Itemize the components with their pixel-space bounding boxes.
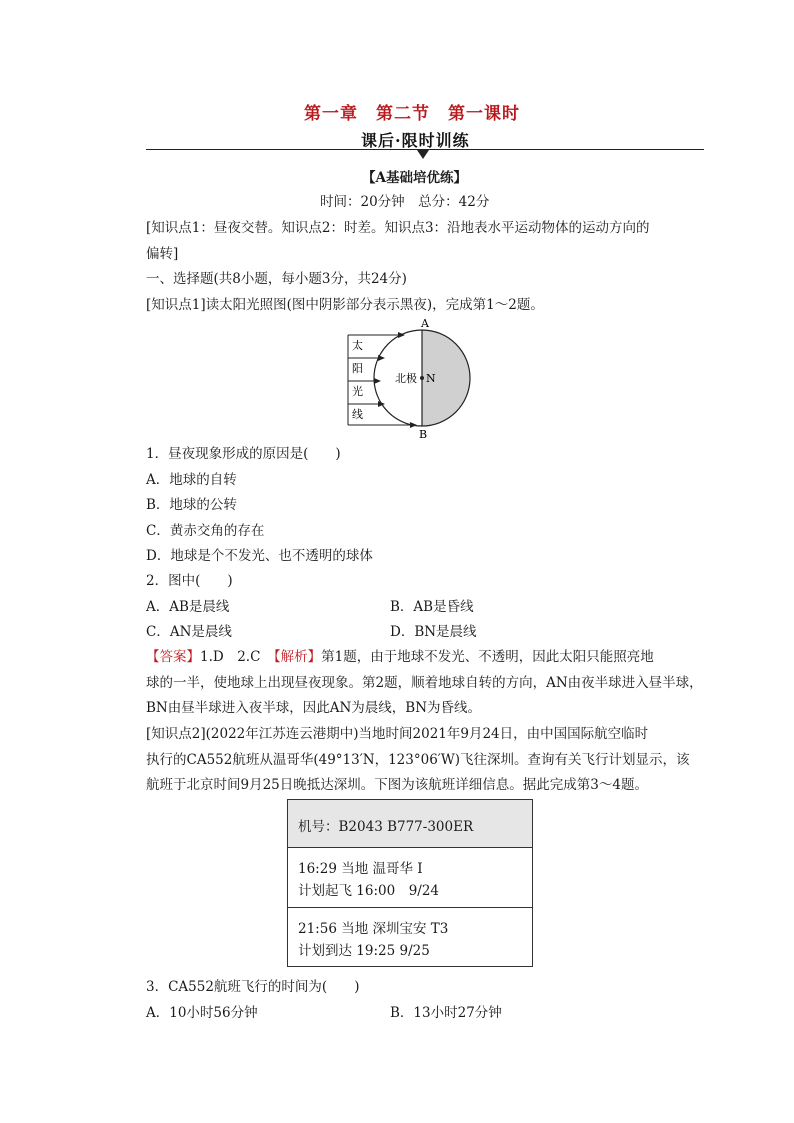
answer-values: 1.D 2.C bbox=[200, 649, 274, 665]
knowledge-points-line2: 偏转] bbox=[146, 246, 179, 262]
flight-aircraft: 机号：B2043 B777-300ER bbox=[298, 819, 474, 835]
part2-line3: 航班于北京时间9月25日晚抵达深圳。下图为该航班详细信息。据此完成第3～4题。 bbox=[146, 777, 648, 793]
q1-stem: 1．昼夜现象形成的原因是( ) bbox=[146, 446, 341, 462]
flight-aircraft-row bbox=[288, 800, 532, 848]
q3-option-b: B．13小时27分钟 bbox=[390, 1005, 502, 1021]
sun-char-2: 阳 bbox=[352, 362, 363, 375]
q3-option-a: A．10小时56分钟 bbox=[146, 1005, 258, 1021]
north-pole-point bbox=[420, 376, 424, 380]
answer-line2: 球的一半，使地球上出现昼夜现象。第2题，顺着地球自转的方向，AN由夜半球进入昼半球， bbox=[146, 675, 703, 691]
flight-arrival-plan: 计划到达 19:25 9/25 bbox=[298, 943, 430, 959]
q1-option-d: D．地球是个不发光、也不透明的球体 bbox=[146, 548, 373, 564]
sun-char-4: 线 bbox=[352, 408, 363, 421]
part1-heading: 一、选择题(共8小题，每小题3分，共24分) bbox=[146, 271, 407, 287]
time-info: 时间：20分钟 总分：42分 bbox=[320, 194, 490, 210]
north-pole-n-label: N bbox=[426, 372, 436, 385]
q1-option-a: A．地球的自转 bbox=[146, 472, 237, 488]
flight-arrival-actual: 21:56 当地 深圳宝安 T3 bbox=[298, 921, 449, 937]
flight-departure-actual: 16:29 当地 温哥华 I bbox=[298, 861, 423, 877]
divider-arrow-icon bbox=[417, 150, 429, 159]
analysis-text: 第1题，由于地球不发光、不透明，因此太阳只能照亮地 bbox=[321, 649, 654, 665]
q2-option-a: A．AB是晨线 bbox=[146, 599, 230, 615]
answer-line1 bbox=[146, 648, 654, 666]
section-label: 【A基础培优练】 bbox=[362, 170, 467, 186]
q2-option-d: D．BN是晨线 bbox=[390, 624, 477, 640]
part2-line2: 执行的CA552航班从温哥华(49°13′N，123°06′W)飞往深圳。查询有关飞行计划显示，该 bbox=[146, 752, 690, 768]
part2-line1: [知识点2](2022年江苏连云港期中)当地时间2021年9月24日，由中国国际航空临时 bbox=[146, 726, 649, 742]
flight-arrival-row bbox=[288, 908, 532, 966]
answer-line3: BN由昼半球进入夜半球，因此AN为晨线，BN为昏线。 bbox=[146, 700, 482, 716]
flight-departure-row bbox=[288, 848, 532, 908]
q1-option-b: B．地球的公转 bbox=[146, 497, 237, 513]
answer-tag: 【答案】 bbox=[146, 649, 200, 665]
flight-info-table bbox=[287, 799, 533, 967]
sunlight-diagram bbox=[330, 316, 490, 444]
page-subtitle: 课后·限时训练 bbox=[361, 131, 470, 150]
q2-option-b: B．AB是昏线 bbox=[390, 599, 474, 615]
part1-intro: [知识点1]读太阳光照图(图中阴影部分表示黑夜)，完成第1～2题。 bbox=[146, 297, 544, 313]
flight-departure-plan: 计划起飞 16:00 9/24 bbox=[298, 883, 440, 899]
q1-option-c: C．黄赤交角的存在 bbox=[146, 523, 265, 539]
knowledge-points-line1: [知识点1：昼夜交替。知识点2：时差。知识点3：沿地表水平运动物体的运动方向的 bbox=[146, 220, 650, 236]
sun-char-3: 光 bbox=[352, 385, 363, 398]
north-pole-label: 北极 bbox=[395, 372, 417, 385]
q2-option-c: C．AN是晨线 bbox=[146, 624, 232, 640]
q3-stem: 3．CA552航班飞行的时间为( ) bbox=[146, 979, 360, 995]
page-title: 第一章 第二节 第一课时 bbox=[304, 104, 520, 124]
analysis-tag: 【解析】 bbox=[273, 649, 322, 665]
sun-char-1: 太 bbox=[352, 339, 363, 352]
q2-stem: 2．图中( ) bbox=[146, 573, 233, 589]
point-a-label: A bbox=[421, 317, 429, 330]
point-b-label: B bbox=[419, 428, 428, 441]
